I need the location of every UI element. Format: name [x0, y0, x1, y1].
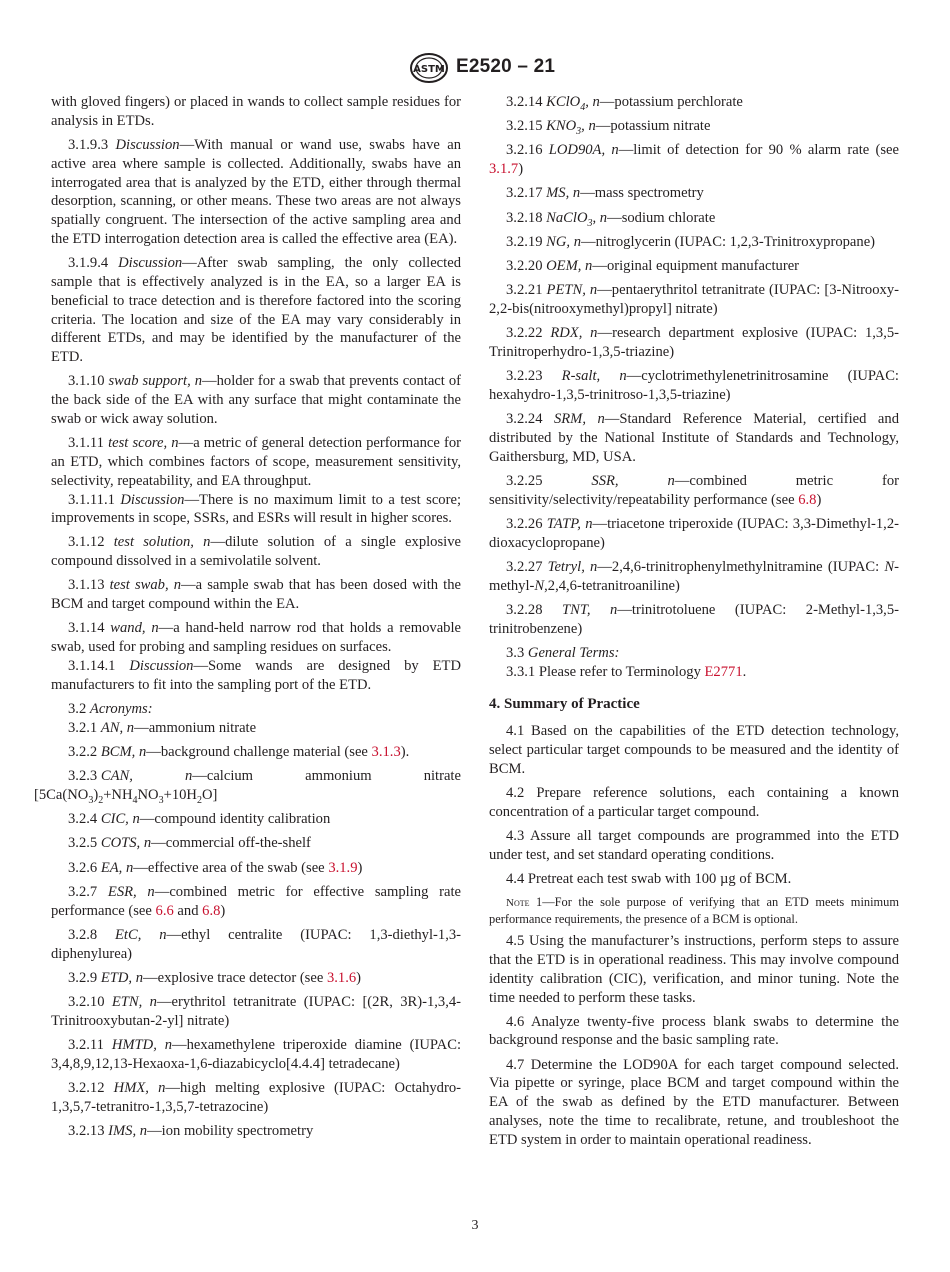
document-id: E2520 – 21 [456, 56, 556, 77]
acronym-3-2-2: 3.2.2 BCM, n—background challenge material (see 3.1.3). [68, 744, 410, 761]
acronym-3-2-25: 3.2.25 SSR, n—combined metric for sensitivity/selectivity/repeatability performance (see 6.8) [489, 472, 899, 508]
paragraph-3-1-11: 3.1.11 test score, n—a metric of general detection performance for an ETD, which combines factors of scope, measurement sensitivity, selectivity, repeatability, and EA throughput. [51, 435, 462, 489]
paragraph: with gloved fingers) or placed in wands to collect sample residues for analysis in ETDs. [51, 94, 461, 129]
acronym-3-2-5: 3.2.5 COTS, n—commercial off-the-shelf [68, 835, 311, 852]
acronym-3-2-18: 3.2.18 NaClO$_3$, n—sodium chlorate [506, 209, 716, 229]
ref-link[interactable]: 3.1.9 [328, 859, 358, 876]
paragraph-3-1-9-4: 3.1.9.4 Discussion—After swab sampling, the only collected sample that is effectively analyzed is in the EA, so a larger EA is beneficial to trace detection and is therefore factored into the scoring criteria. The location and size of the EA may vary considerably in different ETDs, and may be identified by the manufacturer of the ETD. [51, 255, 461, 366]
acronym-3-2-6: 3.2.6 EA, n—effective area of the swab (see 3.1.9) [68, 859, 363, 876]
acronym-3-2-4: 3.2.4 CIC, n—compound identity calibration [68, 811, 331, 828]
paragraph-4-6: 4.6 Analyze twenty-five process blank swabs to determine the background response and the basic sampling rate. [489, 1013, 899, 1049]
section-3-3: 3.3 General Terms: [506, 644, 620, 661]
ref-link[interactable]: 6.8 [798, 491, 817, 508]
acronym-3-2-21: 3.2.21 PETN, n—pentaerythritol tetranitrate (IUPAC: [3-Nitrooxy-2,2-bis(nitrooxymethyl)propyl] nitrate) [489, 282, 899, 317]
acronym-3-2-15: 3.2.15 $KNO_3$, n—potassium nitrate [506, 118, 711, 138]
paragraph-4-3: 4.3 Assure all target compounds are programmed into the ETD under test, and set standard operating conditions. [489, 827, 899, 863]
section-heading-summary: 4. Summary of Practice [489, 696, 640, 713]
paragraph-3-3-1: 3.3.1 Please refer to Terminology E2771. [506, 663, 747, 680]
acronym-3-2-23: 3.2.23 R-salt, n—cyclotrimethylenetrinitrosamine (IUPAC: hexahydro-1,3,5-trinitroso-1,3,5-triazine) [489, 368, 899, 403]
acronym-3-2-1: 3.2.1 AN, n—ammonium nitrate [68, 719, 257, 736]
acronym-3-2-16: 3.2.16 LOD90A, n—limit of detection for 90 % alarm rate (see 3.1.7) [489, 142, 899, 178]
astm-logo-icon [409, 52, 449, 84]
ref-link[interactable]: 3.1.7 [489, 161, 519, 178]
section-3-2: 3.2 Acronyms: [68, 701, 153, 718]
paragraph-3-1-14: 3.1.14 wand, n—a hand-held narrow rod that holds a removable swab, used for probing and sampling residues on surfaces. [51, 620, 461, 656]
page-header [0, 52, 950, 86]
paragraph-4-2: 4.2 Prepare reference solutions, each containing a known concentration of a particular target compound. [489, 784, 899, 820]
paragraph-3-1-10: 3.1.10 swab support, n—holder for a swab that prevents contact of the back side of the EA with any surface that might contaminate the swab or wick away solution. [51, 373, 461, 427]
acronym-3-2-10: 3.2.10 ETN, n—erythritol tetranitrate (IUPAC: [(2R, 3R)-1,3,4-Trinitrooxybutan-2-yl] nitrate) [51, 993, 461, 1029]
acronym-3-2-22: 3.2.22 RDX, n—research department explosive (IUPAC: 1,3,5-Trinitroperhydro-1,3,5-triazine) [489, 325, 900, 360]
ref-link[interactable]: 3.1.6 [326, 969, 357, 986]
ref-link[interactable]: E2771 [704, 663, 743, 680]
acronym-3-2-11: 3.2.11 HMTD, n—hexamethylene triperoxide diamine (IUPAC: 3,4,8,9,12,13-Hexaoxa-1,6-diazabicyclo[4.4.4] tetradecane) [51, 1036, 461, 1072]
acronym-3-2-24: 3.2.24 SRM, n—Standard Reference Material, certified and distributed by the National Institute of Standards and Technology, Gaithersburg, MD, USA. [489, 411, 899, 465]
acronym-3-2-14: 3.2.14 KClO$_4$, n—potassium perchlorate [506, 94, 743, 113]
paragraph-4-1: 4.1 Based on the capabilities of the ETD detection technology, select particular target compounds to be measured and the identity of BCM. [489, 723, 899, 777]
acronym-3-2-17: 3.2.17 MS, n—mass spectrometry [506, 185, 704, 202]
acronym-3-2-28: 3.2.28 TNT, n—trinitrotoluene (IUPAC: 2-Methyl-1,3,5-trinitrobenzene) [489, 601, 899, 637]
acronym-3-2-7: 3.2.7 ESR, n—combined metric for effective sampling rate performance (see 6.6 and 6.8) [51, 883, 461, 919]
paragraph-3-1-9-3: 3.1.9.3 Discussion—With manual or wand use, swabs have an active area where sample is collected. Additionally, swabs have an interrogated area that is analyzed by the ETD, either through thermal desorption, scanning, or other means. These two areas are not always spatially congruent. The intersection of the active sampling area and the ETD interrogation detection area is called the effective area (EA). [51, 136, 461, 247]
logo-text: ASTM [413, 64, 445, 75]
ref-link[interactable]: 6.6 [155, 902, 174, 919]
acronym-3-2-20: 3.2.20 OEM, n—original equipment manufacturer [506, 257, 800, 274]
note-1: Note 1—For the sole purpose of verifying that an ETD meets minimum performance requirements, the presence of a BCM is optional. [489, 895, 899, 927]
acronym-3-2-27: 3.2.27 Tetryl, n—2,4,6-trinitrophenylmethylnitramine (IUPAC: N-methyl-N,2,4,6-tetranitroaniline) [489, 558, 899, 594]
acronym-3-2-26: 3.2.26 TATP, n—triacetone triperoxide (IUPAC: 3,3-Dimethyl-1,2-dioxacyclopropane) [489, 515, 899, 551]
acronym-3-2-13: 3.2.13 IMS, n—ion mobility spectrometry [68, 1122, 314, 1139]
acronym-3-2-8: 3.2.8 EtC, n—ethyl centralite (IUPAC: 1,3-diethyl-1,3-diphenylurea) [51, 926, 461, 962]
paragraph-4-5: 4.5 Using the manufacturer’s instructions, perform steps to assure that the ETD is in operational readiness. This may involve compound identity calibration (CIC), verification, and minor tuning. Note the time needed to perform these tasks. [489, 933, 899, 1006]
paragraph-3-1-13: 3.1.13 test swab, n—a sample swab that has been dosed with the BCM and target compound within the EA. [51, 577, 461, 613]
ref-link[interactable]: 3.1.3 [371, 744, 401, 761]
paragraph-3-1-11-1: 3.1.11.1 Discussion—There is no maximum limit to a test score; improvements in scope, SSRs, and ESRs will result in higher scores. [51, 491, 462, 527]
paragraph-4-4: 4.4 Pretreat each test swab with 100 µg of BCM. [506, 870, 792, 887]
acronym-3-2-12: 3.2.12 HMX, n—high melting explosive (IUPAC: Octahydro-1,3,5,7-tetranitro-1,3,5,7-tetrazocine) [51, 1079, 461, 1115]
acronym-3-2-9: 3.2.9 ETD, n—explosive trace detector (see 3.1.6) [68, 969, 362, 986]
paragraph-3-1-14-1: 3.1.14.1 Discussion—Some wands are designed by ETD manufacturers to fit into the sampling port of the ETD. [51, 658, 461, 693]
acronym-3-2-19: 3.2.19 NG, n—nitroglycerin (IUPAC: 1,2,3-Trinitroxypropane) [506, 233, 876, 250]
right-column [489, 93, 899, 1155]
left-column [34, 93, 462, 1146]
ref-link[interactable]: 6.8 [202, 902, 221, 919]
acronym-3-2-3: 3.2.3 CAN, n—calcium ammonium nitrate $[5Ca(NO_3)_2+NH_4NO_3+10H_2O]$ [34, 768, 461, 806]
page-number: 3 [471, 1218, 479, 1233]
paragraph-4-7: 4.7 Determine the LOD90A for each target compound selected. Via pipette or syringe, place BCM and target compound within the EA of the swab as defined by the ETD manufacturer. Between analyses, note the time to recalibrate, retune, and troubleshoot the ETD system in order to maintain operational readiness. [489, 1056, 899, 1148]
paragraph-3-1-12: 3.1.12 test solution, n—dilute solution of a single explosive compound dissolved in a semivolatile solvent. [51, 534, 461, 570]
